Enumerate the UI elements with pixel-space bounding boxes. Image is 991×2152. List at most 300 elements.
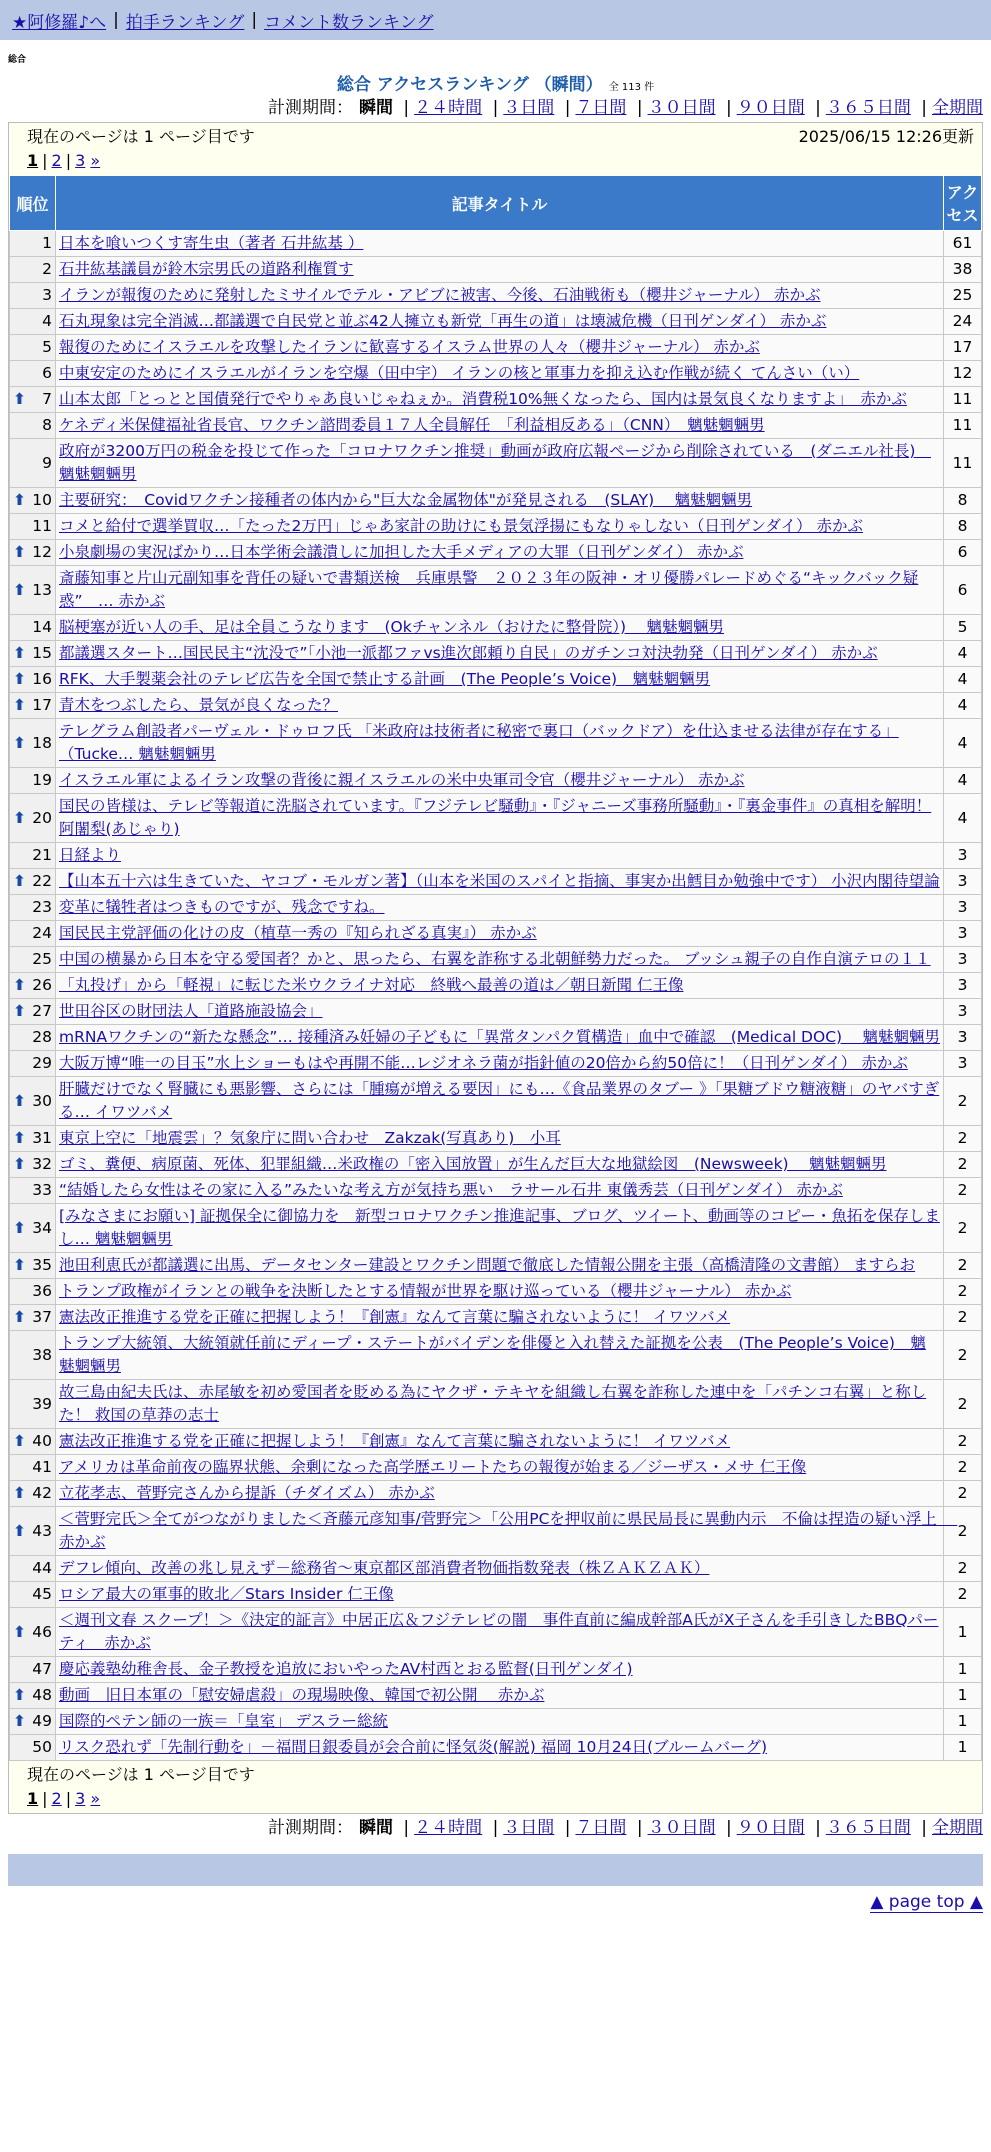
article-title-link[interactable]: 池田利恵氏が都議選に出馬、データセンター建設とワクチン問題で徹底した情報公開を主張（高橋清隆の文書館） ますらお	[59, 1256, 916, 1274]
pager-current-page-bottom: 1	[27, 1789, 39, 1808]
period-selector-top: 計測期間： 瞬間 | ２４時間 | ３日間 | ７日間 | ３０日間 | ９０日間 | ３６５日間 | 全期間	[268, 98, 983, 118]
rank-cell	[10, 1077, 56, 1126]
article-title-link[interactable]: 小泉劇場の実況ばかり…日本学術会議潰しに加担した大手メディアの大罪（日刊ゲンダイ） 赤かぶ	[59, 543, 744, 561]
access-count: 3	[944, 1025, 982, 1051]
period-link-365d-bottom[interactable]: ３６５日間	[825, 1818, 911, 1838]
rank-number: 48	[32, 1686, 52, 1704]
rank-number: 24	[32, 924, 52, 942]
article-title-link[interactable]: ＜週刊文春 スクープ！＞《決定的証言》中居正広＆フジテレビの闇 事件直前に編成幹部A氏がX子さんを手引きしたBBQパーティ 赤かぶ	[59, 1611, 939, 1652]
table-row	[10, 1582, 982, 1608]
up-arrow-icon: ⬆	[13, 580, 26, 599]
pager-page-2-bottom[interactable]: 2	[51, 1789, 62, 1808]
rank-cell	[10, 1455, 56, 1481]
rank-number: 7	[42, 390, 52, 408]
table-row	[10, 1380, 982, 1429]
title-cell	[56, 693, 944, 719]
up-arrow-icon: ⬆	[13, 1686, 26, 1704]
article-title-link[interactable]: 山本太郎「とっとと国債発行でやりゃあ良いじゃねぇか。消費税10%無くなったら、国内は景気良くなりますよ」 赤かぶ	[59, 390, 907, 408]
table-row	[10, 283, 982, 309]
access-count: 2	[944, 1279, 982, 1305]
table-row	[10, 667, 982, 693]
article-title-link[interactable]: 憲法改正推進する党を正確に把握しよう！『創憲』なんて言葉に騙されないように！ イワツバメ	[59, 1308, 731, 1326]
rank-cell	[10, 1051, 56, 1077]
access-count: 2	[944, 1582, 982, 1608]
page-top-container	[0, 1886, 991, 1918]
title-cell	[56, 1455, 944, 1481]
access-count: 2	[944, 1305, 982, 1331]
up-arrow-icon: ⬆	[13, 1484, 26, 1502]
article-title-link[interactable]: デフレ傾向、改善の兆し見えず－総務省～東京都区部消費者物価指数発表（株ＺＡＫＺＡＫ）	[59, 1559, 710, 1577]
period-link-24h-bottom[interactable]: ２４時間	[414, 1818, 483, 1838]
title-cell	[56, 1178, 944, 1204]
rank-number: 25	[32, 950, 52, 968]
access-count: 17	[944, 335, 982, 361]
title-cell	[56, 1507, 958, 1556]
title-cell	[56, 667, 944, 693]
table-row	[10, 1331, 982, 1380]
access-count: 3	[944, 947, 982, 973]
title-cell	[56, 973, 944, 999]
article-title-link[interactable]: ロシア最大の軍事的敗北／Stars Insider 仁王像	[59, 1585, 394, 1603]
rank-number: 49	[32, 1712, 52, 1730]
title-cell	[56, 1204, 944, 1253]
pager-top: 1 | 2 | 3 »	[27, 151, 101, 170]
up-arrow-icon: ⬆	[13, 1091, 26, 1110]
title-cell	[56, 869, 944, 895]
title-cell	[56, 387, 944, 413]
header-access: アクセス	[944, 176, 982, 231]
header-rank: 順位	[10, 176, 56, 231]
table-row	[10, 1152, 982, 1178]
page-top-link[interactable]: ▲ page top ▲	[870, 1892, 983, 1912]
article-title-link[interactable]: 政府が3200万円の税金を投じて作った「コロナワクチン推奨」動画が政府広報ページから削除されている (ダニエル社長) 魑魅魍魎男	[59, 442, 931, 483]
table-header-row	[10, 176, 982, 231]
table-row	[10, 488, 982, 514]
table-row	[10, 895, 982, 921]
article-title-link[interactable]: 慶応義塾幼稚舎長、金子教授を追放においやったAV村西とおる監督(日刊ゲンダイ)	[59, 1660, 633, 1678]
period-link-24h[interactable]: ２４時間	[414, 98, 483, 118]
up-arrow-icon: ⬆	[13, 1521, 26, 1540]
title-cell	[56, 641, 944, 667]
title-cell	[56, 768, 944, 794]
rank-cell	[10, 615, 56, 641]
table-row	[10, 641, 982, 667]
table-row	[10, 1657, 982, 1683]
access-count: 2	[944, 1380, 982, 1429]
up-arrow-icon: ⬆	[13, 1712, 26, 1730]
rank-number: 1	[42, 234, 52, 252]
rank-cell	[10, 514, 56, 540]
access-count: 1	[944, 1657, 982, 1683]
current-page-text: 現在のページは 1 ページ目です	[27, 127, 255, 146]
article-title-link[interactable]: 世田谷区の財団法人「道路施設協会」	[59, 1002, 323, 1020]
period-selector-bottom: 計測期間： 瞬間 | ２４時間 | ３日間 | ７日間 | ３０日間 | ９０日間 | ３６５日間 | 全期間	[268, 1818, 983, 1838]
title-cell	[56, 488, 944, 514]
up-arrow-icon: ⬆	[13, 1002, 26, 1020]
access-count: 38	[944, 257, 982, 283]
rank-cell	[10, 869, 56, 895]
title-cell	[56, 1735, 944, 1761]
pager-bottom: 1 | 2 | 3 »	[27, 1789, 101, 1808]
clap-ranking-link[interactable]: 拍手ランキング	[125, 12, 245, 33]
access-count: 4	[944, 667, 982, 693]
article-title-link[interactable]: 青木をつぶしたら、景気が良くなった？	[59, 696, 339, 714]
access-count: 61	[944, 231, 982, 257]
title-cell	[56, 1077, 944, 1126]
info-bar-bottom	[9, 1761, 982, 1813]
table-row	[10, 1178, 982, 1204]
up-arrow-icon: ⬆	[13, 976, 26, 994]
access-count: 8	[944, 514, 982, 540]
title-cell	[56, 843, 944, 869]
period-link-30d-bottom[interactable]: ３０日間	[647, 1818, 716, 1838]
rank-cell	[10, 1556, 56, 1582]
title-cell	[56, 1331, 944, 1380]
table-row	[10, 387, 982, 413]
page-title	[0, 70, 991, 94]
access-count: 24	[944, 309, 982, 335]
title-cell	[56, 1556, 944, 1582]
period-link-3d-bottom[interactable]: ３日間	[503, 1818, 555, 1838]
pager-current-page: 1	[27, 151, 39, 170]
rank-number: 16	[32, 670, 52, 688]
rank-cell	[10, 283, 56, 309]
title-cell	[56, 999, 944, 1025]
rank-number: 41	[32, 1458, 52, 1476]
period-link-90d-bottom[interactable]: ９０日間	[736, 1818, 805, 1838]
rank-number: 33	[32, 1181, 52, 1199]
title-cell	[56, 1152, 944, 1178]
period-link-90d[interactable]: ９０日間	[736, 98, 805, 118]
period-label-bottom: 計測期間：	[268, 1818, 354, 1838]
article-title-link[interactable]: トランプ政権がイランとの戦争を決断したとする情報が世界を駆け巡っている（櫻井ジャーナル） 赤かぶ	[59, 1282, 792, 1300]
table-row	[10, 540, 982, 566]
rank-number: 4	[42, 312, 52, 330]
table-row	[10, 231, 982, 257]
rank-number: 36	[32, 1282, 52, 1300]
title-cell	[56, 566, 944, 615]
rank-cell	[10, 1204, 56, 1253]
updated-timestamp: 2025/06/15 12:26更新	[798, 127, 974, 146]
table-row	[10, 1709, 982, 1735]
article-title-link[interactable]: 中国の横暴から日本を守る愛国者？かと、思ったら、右翼を詐称する北朝鮮勢力だった。 ブッシュ親子の自作自演テロの１１	[59, 950, 931, 968]
title-cell	[56, 1429, 944, 1455]
title-cell	[56, 921, 944, 947]
rank-cell	[10, 1481, 56, 1507]
period-link-7d[interactable]: ７日間	[575, 98, 627, 118]
article-title-link[interactable]: 故三島由紀夫氏は、赤尾敏を初め愛国者を貶める為にヤクザ・テキヤを組織し右翼を詐称した連中を「パチンコ右翼」と称した！ 救国の草莽の志士	[59, 1383, 927, 1424]
title-cell	[56, 231, 944, 257]
article-title-link[interactable]: 国民の皆様は、テレビ等報道に洗脳されています。『フジテレビ騒動』・『ジャニーズ事務所騒動』・『裏金事件』の真相を解明！ 阿闍梨(あじゃり)	[59, 797, 932, 838]
rank-cell	[10, 1507, 56, 1556]
title-cell	[56, 1608, 944, 1657]
title-cell	[56, 1481, 944, 1507]
article-title-link[interactable]: 国際的ペテン師の一族＝「皇室」 デスラー総統	[59, 1712, 389, 1730]
table-row	[10, 1481, 982, 1507]
access-count: 25	[944, 283, 982, 309]
access-count: 3	[944, 1051, 982, 1077]
table-row	[10, 1735, 982, 1761]
table-row	[10, 843, 982, 869]
table-row	[10, 439, 982, 488]
article-title-link[interactable]: 肝臓だけでなく腎臓にも悪影響、さらには「腫瘍が増える要因」にも…《食品業界のタブー 》「果糖ブドウ糖液糖」のヤバすぎる… イワツバメ	[59, 1080, 940, 1121]
article-title-link[interactable]: 斎藤知事と片山元副知事を背任の疑いで書類送検 兵庫県警 ２０２３年の阪神・オリ優勝パレードめぐる“キックバック疑惑” … 赤かぶ	[59, 569, 919, 610]
table-row	[10, 921, 982, 947]
access-count: 6	[944, 540, 982, 566]
rank-number: 31	[32, 1129, 52, 1147]
table-row	[10, 1305, 982, 1331]
table-row	[10, 947, 982, 973]
table-row	[10, 566, 982, 615]
access-count: 3	[944, 869, 982, 895]
table-row	[10, 1204, 982, 1253]
period-link-7d-bottom[interactable]: ７日間	[575, 1818, 627, 1838]
rank-number: 44	[32, 1559, 52, 1577]
title-cell	[56, 540, 944, 566]
table-row	[10, 1077, 982, 1126]
access-count: 4	[944, 693, 982, 719]
table-row	[10, 615, 982, 641]
article-title-link[interactable]: 主要研究： Covidワクチン接種者の体内から"巨大な金属物体"が発見される (SLAY) 魑魅魍魎男	[59, 491, 753, 509]
rank-number: 38	[32, 1345, 52, 1364]
article-title-link[interactable]: テレグラム創設者パーヴェル・ドゥロフ氏 「米政府は技術者に秘密で裏口（バックドア）を仕込ませる法律が存在する」 （Tucke… 魑魅魍魎男	[59, 722, 899, 763]
access-count: 2	[944, 1507, 982, 1556]
title-cell	[56, 1279, 944, 1305]
table-row	[10, 1507, 982, 1556]
article-title-link[interactable]: 立花孝志、菅野完さんから提訴（チダイズム） 赤かぶ	[59, 1484, 435, 1502]
rank-cell	[10, 1279, 56, 1305]
period-current-bottom: 瞬間	[359, 1818, 394, 1838]
article-title-link[interactable]: イスラエル軍によるイラン攻撃の背後に親イスラエルの米中央軍司令官（櫻井ジャーナル） 赤かぶ	[59, 771, 745, 789]
table-row	[10, 1279, 982, 1305]
rank-number: 9	[42, 453, 52, 472]
rank-number: 8	[42, 416, 52, 434]
rank-cell	[10, 667, 56, 693]
table-row	[10, 1556, 982, 1582]
title-cell	[56, 1025, 944, 1051]
up-arrow-icon: ⬆	[13, 1218, 26, 1237]
pager-page-3-bottom[interactable]: 3	[75, 1789, 86, 1808]
pager-next[interactable]: »	[90, 151, 101, 170]
rank-cell	[10, 693, 56, 719]
rank-cell	[10, 1683, 56, 1709]
title-cell	[56, 361, 944, 387]
article-title-link[interactable]: 「丸投げ」から「軽視」に転じた米ウクライナ対応 終戦へ最善の道は／朝日新聞 仁王像	[59, 976, 684, 994]
article-title-link[interactable]: 都議選スタート…国民民主“沈没で”「小池一派都ファvs進次郎頼り自民」のガチンコ対決勃発（日刊ゲンダイ） 赤かぶ	[59, 644, 878, 662]
top-nav-bar	[0, 0, 991, 40]
article-title-link[interactable]: トランプ大統領、大統領就任前にディープ・ステートがバイデンを俳優と入れ替えた証拠を公表 (The People’s Voice) 魑魅魍魎男	[59, 1334, 926, 1375]
article-title-link[interactable]: 大阪万博“唯一の目玉”水上ショーもはや再開不能…レジオネラ菌が指針値の20倍から約50倍に！（日刊ゲンダイ） 赤かぶ	[59, 1054, 908, 1072]
comment-ranking-link[interactable]: コメント数ランキング	[264, 12, 434, 33]
article-title-link[interactable]: リスク恐れず「先制行動を」－福間日銀委員が会合前に怪気炎(解説) 福岡 10月24日(ブルームバーグ)	[59, 1738, 768, 1756]
title-cell	[56, 1709, 944, 1735]
up-arrow-icon: ⬆	[13, 808, 26, 827]
article-title-link[interactable]: 報復のためにイスラエルを攻撃したイランに歓喜するイスラム世界の人々（櫻井ジャーナル） 赤かぶ	[59, 338, 760, 356]
rank-number: 11	[32, 517, 52, 535]
rank-number: 17	[32, 696, 52, 714]
rank-cell	[10, 231, 56, 257]
period-link-all-bottom[interactable]: 全期間	[932, 1818, 983, 1838]
up-arrow-icon: ⬆	[13, 1432, 26, 1450]
article-title-link[interactable]: 脳梗塞が近い人の手、足は全員こうなります (Okチャンネル（おけたに整骨院）) 魑魅魍魎男	[59, 618, 725, 636]
up-arrow-icon: ⬆	[13, 1155, 26, 1173]
up-arrow-icon: ⬆	[13, 1308, 26, 1326]
access-count: 6	[944, 566, 982, 615]
table-row	[10, 1429, 982, 1455]
access-count: 5	[944, 615, 982, 641]
period-link-3d[interactable]: ３日間	[503, 98, 555, 118]
article-title-link[interactable]: RFK、大手製薬会社のテレビ広告を全国で禁止する計画 (The People’s Voice) 魑魅魍魎男	[59, 670, 711, 688]
article-title-link[interactable]: 【山本五十六は生きていた、ヤコブ・モルガン著】（山本を米国のスパイと指摘、事実か出鱈目か勉強中です） 小沢内閣待望論	[59, 872, 940, 890]
rank-number: 37	[32, 1308, 52, 1326]
rank-number: 46	[32, 1622, 52, 1641]
rank-number: 42	[32, 1484, 52, 1502]
period-link-365d[interactable]: ３６５日間	[825, 98, 911, 118]
article-title-link[interactable]: 変革に犠牲者はつきものですが、残念ですね。	[59, 898, 385, 916]
rank-cell	[10, 999, 56, 1025]
rank-cell	[10, 1126, 56, 1152]
article-title-link[interactable]: ケネディ米保健福祉省長官、ワクチン諮問委員１７人全員解任 「利益相反ある」（CNN） 魑魅魍魎男	[59, 416, 765, 434]
bottom-bar	[8, 1854, 983, 1886]
title-cell	[56, 257, 944, 283]
access-count: 2	[944, 1178, 982, 1204]
title-cell	[56, 794, 944, 843]
ranking-title: 総合 アクセスランキング （瞬間）	[336, 75, 603, 95]
table-row	[10, 309, 982, 335]
access-count: 11	[944, 439, 982, 488]
title-cell	[56, 1305, 944, 1331]
article-title-link[interactable]: 日本を喰いつくす寄生虫（著者 石井紘基 ）	[59, 234, 364, 252]
rank-cell	[10, 566, 56, 615]
pager-page-2[interactable]: 2	[51, 151, 62, 170]
access-count: 4	[944, 641, 982, 667]
table-row	[10, 1608, 982, 1657]
rank-number: 21	[32, 846, 52, 864]
rank-number: 13	[32, 580, 52, 599]
rank-number: 10	[32, 491, 52, 509]
rank-cell	[10, 1178, 56, 1204]
article-title-link[interactable]: アメリカは革命前夜の臨界状態、余剰になった高学歴エリートたちの報復が始まる／ジーザス・メサ 仁王像	[59, 1458, 807, 1476]
table-row	[10, 335, 982, 361]
section-label: 総合	[8, 55, 27, 65]
access-count: 3	[944, 895, 982, 921]
title-cell	[56, 1582, 944, 1608]
access-count: 2	[944, 1331, 982, 1380]
article-title-link[interactable]: 日経より	[59, 846, 122, 864]
title-cell	[56, 1683, 944, 1709]
rank-number: 2	[42, 260, 52, 278]
home-link[interactable]: ★阿修羅♪へ	[12, 12, 107, 33]
rank-cell	[10, 921, 56, 947]
article-title-link[interactable]: 憲法改正推進する党を正確に把握しよう！『創憲』なんて言葉に騙されないように！ イワツバメ	[59, 1432, 731, 1450]
rank-number: 39	[32, 1394, 52, 1413]
up-arrow-icon: ⬆	[13, 543, 26, 561]
article-title-link[interactable]: コメと給付で選挙買収…「たった2万円」じゃあ家計の助けにも景気浮揚にもなりゃしない（日刊ゲンダイ） 赤かぶ	[59, 517, 864, 535]
table-row	[10, 719, 982, 768]
header-title: 記事タイトル	[56, 176, 944, 231]
rank-number: 6	[42, 364, 52, 382]
title-cell	[56, 1126, 944, 1152]
nav-separator: |	[251, 10, 258, 30]
rank-number: 34	[32, 1218, 52, 1237]
period-current: 瞬間	[359, 98, 394, 118]
article-title-link[interactable]: 動画 旧日本軍の「慰安婦虐殺」の現場映像、韓国で初公開 赤かぶ	[59, 1686, 545, 1704]
total-count: 全 113 件	[608, 82, 655, 93]
rank-cell	[10, 947, 56, 973]
rank-cell	[10, 641, 56, 667]
rank-number: 32	[32, 1155, 52, 1173]
up-arrow-icon: ⬆	[13, 670, 26, 688]
access-count: 4	[944, 768, 982, 794]
article-title-link[interactable]: 中東安定のためにイスラエルがイランを空爆（田中宇） イランの核と軍事力を抑え込む作戦が続く てんさい（い）	[59, 364, 860, 382]
up-arrow-icon: ⬆	[13, 1129, 26, 1147]
rank-cell	[10, 413, 56, 439]
up-arrow-icon: ⬆	[13, 1622, 26, 1641]
rank-cell	[10, 1608, 56, 1657]
period-link-30d[interactable]: ３０日間	[647, 98, 716, 118]
period-label: 計測期間：	[268, 98, 354, 118]
access-count: 1	[944, 1735, 982, 1761]
up-arrow-icon: ⬆	[13, 390, 26, 408]
article-title-link[interactable]: 国民民主党評価の化けの皮（植草一秀の『知られざる真実』） 赤かぶ	[59, 924, 537, 942]
rank-cell	[10, 335, 56, 361]
table-row	[10, 257, 982, 283]
rank-number: 12	[32, 543, 52, 561]
table-row	[10, 1051, 982, 1077]
article-title-link[interactable]: “結婚したら女性はその家に入る”みたいな考え方が気持ち悪い ラサール石井 東儀秀芸（日刊ゲンダイ） 赤かぶ	[59, 1181, 843, 1199]
rank-cell	[10, 1253, 56, 1279]
rank-cell	[10, 973, 56, 999]
rank-cell	[10, 1380, 56, 1429]
article-title-link[interactable]: ゴミ、糞便、病原菌、死体、犯罪組織…米政権の「密入国放置」が生んだ巨大な地獄絵図 (Newsweek) 魑魅魍魎男	[59, 1155, 887, 1173]
ranking-table-body	[10, 231, 982, 1761]
pager-next-bottom[interactable]: »	[90, 1789, 101, 1808]
article-title-link[interactable]: 石井紘基議員が鈴木宗男氏の道路利権質す	[59, 260, 354, 278]
access-count: 2	[944, 1455, 982, 1481]
up-arrow-icon: ⬆	[13, 733, 26, 752]
access-count: 11	[944, 387, 982, 413]
rank-number: 15	[32, 644, 52, 662]
article-title-link[interactable]: イランが報復のために発射したミサイルでテル・アビブに被害、今後、石油戦術も（櫻井ジャーナル） 赤かぶ	[59, 286, 821, 304]
table-row	[10, 1025, 982, 1051]
title-cell	[56, 1657, 944, 1683]
period-link-all[interactable]: 全期間	[932, 98, 983, 118]
ranking-container	[8, 122, 983, 1814]
article-title-link[interactable]: mRNAワクチンの“新たな懸念”… 接種済み妊婦の子どもに「異常タンパク質構造」血中で確認 (Medical DOC) 魑魅魍魎男	[59, 1028, 940, 1046]
title-cell	[56, 514, 944, 540]
rank-cell	[10, 1305, 56, 1331]
article-title-link[interactable]: 東京上空に「地震雲」？気象庁に問い合わせ Zakzak(写真あり) 小耳	[59, 1129, 561, 1147]
article-title-link[interactable]: [みなさまにお願い] 証拠保全に御協力を 新型コロナワクチン推進記事、ブログ、ツイート、動画等のコピー・魚拓を保存しまし… 魑魅魍魎男	[59, 1207, 940, 1248]
article-title-link[interactable]: 石丸現象は完全消滅…都議選で自民党と並ぶ42人擁立も新党「再生の道」は壊滅危機（日刊ゲンダイ） 赤かぶ	[59, 312, 827, 330]
table-row	[10, 973, 982, 999]
rank-number: 5	[42, 338, 52, 356]
table-row	[10, 869, 982, 895]
access-count: 12	[944, 361, 982, 387]
rank-number: 27	[32, 1002, 52, 1020]
table-row	[10, 514, 982, 540]
title-cell	[56, 283, 944, 309]
rank-cell	[10, 1331, 56, 1380]
pager-page-3[interactable]: 3	[75, 151, 86, 170]
up-arrow-icon: ⬆	[13, 872, 26, 890]
rank-cell	[10, 488, 56, 514]
table-row	[10, 999, 982, 1025]
rank-number: 14	[32, 618, 52, 636]
rank-number: 47	[32, 1660, 52, 1678]
info-bar-top	[9, 123, 982, 175]
article-title-link[interactable]: ＜菅野完氏＞全てがつながりました＜斉藤元彦知事/菅野完＞「公用PCを押収前に県民局長に異動内示 不倫は捏造の疑い浮上 赤かぶ	[59, 1510, 958, 1551]
